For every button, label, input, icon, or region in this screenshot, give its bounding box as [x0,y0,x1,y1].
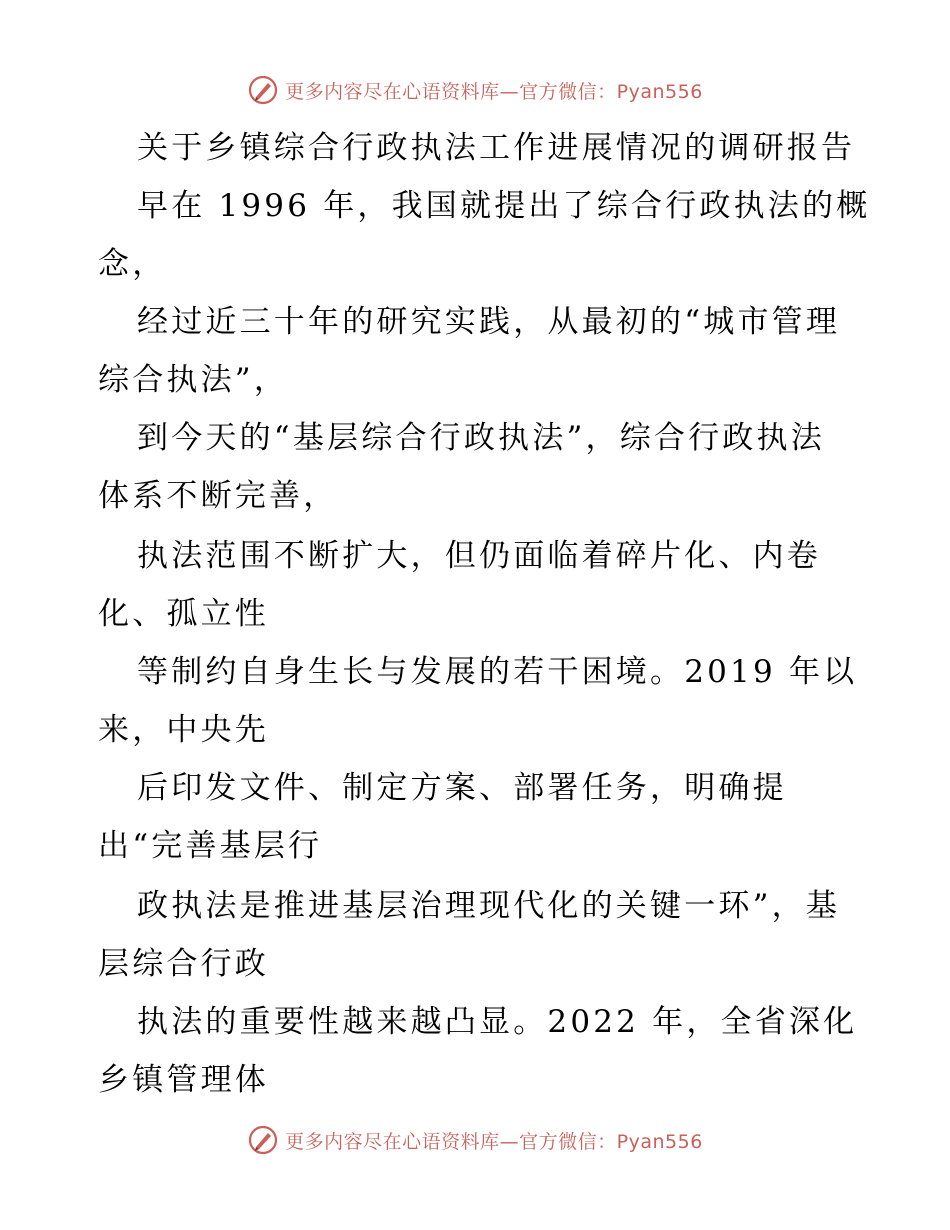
text-line: 来，中央先 [98,712,269,748]
text-line: 念， [98,246,167,282]
text-line: 早在 1996 年，我国就提出了综合行政执法的概 [137,188,871,224]
footer-banner-text: 更多内容尽在心语资料库—官方微信：Pyan556 [285,1130,703,1153]
text-line: 层综合行政 [98,946,269,982]
text-line: 执法的重要性越来越凸显。2022 年，全省深化 [137,1004,858,1040]
footer-banner [0,1120,950,1160]
pen-seal-logo-icon [247,1124,279,1156]
text-line: 经过近三十年的研究实践，从最初的“城市管理 [137,304,841,340]
text-line: 出“完善基层行 [98,828,323,864]
header-banner-text: 更多内容尽在心语资料库—官方微信：Pyan556 [285,80,703,103]
text-line: 等制约自身生长与发展的若干困境。2019 年以 [137,654,858,690]
header-banner [0,70,950,110]
text-line: 到今天的“基层综合行政执法”，综合行政执法 [137,420,825,456]
document-title: 关于乡镇综合行政执法工作进展情况的调研报告 [137,130,856,166]
text-line: 执法范围不断扩大，但仍面临着碎片化、内卷 [137,538,821,574]
text-line: 化、孤立性 [98,596,269,632]
text-line: 政执法是推进基层治理现代化的关键一环”，基 [137,888,841,924]
text-line: 体系不断完善， [98,478,338,514]
pen-seal-logo-icon [247,74,279,106]
text-line: 乡镇管理体 [98,1062,269,1098]
text-line: 后印发文件、制定方案、部署任务，明确提 [137,770,787,806]
text-line: 综合执法”， [98,362,289,398]
